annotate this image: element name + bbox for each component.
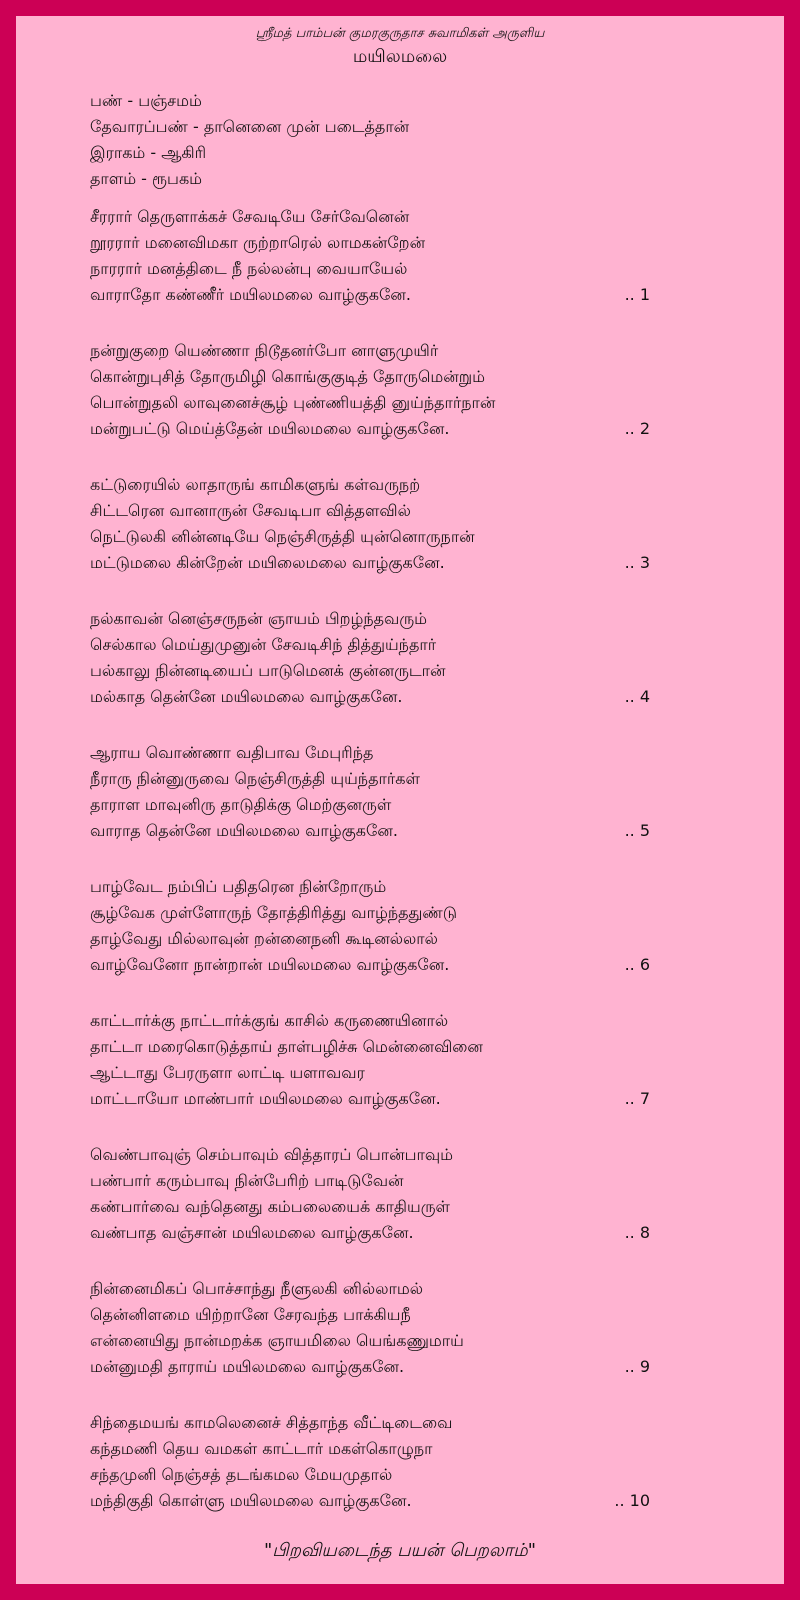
- stanza-line: நன்றுகுறை யெண்ணா நிடூதனர்போ னாளுமுயிர்: [90, 341, 439, 360]
- meta-pann: பண் - பஞ்சமம்: [90, 91, 202, 110]
- page-title: மயிலமலை: [352, 46, 448, 67]
- stanza-line: நெட்டுலகி னின்னடியே நெஞ்சிருத்தி யுன்னொருநான்: [90, 527, 475, 546]
- stanza-5: [90, 740, 650, 874]
- stanza-list: [90, 204, 650, 1544]
- stanza-2: [90, 338, 650, 472]
- stanza-6: [90, 874, 650, 1008]
- stanza-line: வண்பாத வஞ்சான் மயிலமலை வாழ்குகனே.: [90, 1223, 414, 1242]
- stanza-line: நீராரு நின்னுருவை நெஞ்சிருத்தி யுய்ந்தார்கள்: [90, 769, 420, 788]
- stanza-number: .. 1: [624, 285, 650, 304]
- stanza-line: மாட்டாயோ மாண்பார் மயிலமலை வாழ்குகனே.: [90, 1089, 441, 1108]
- stanza-4: [90, 606, 650, 740]
- stanza-line: மந்திகுதி கொள்ளு மயிலமலை வாழ்குகனே.: [90, 1491, 412, 1510]
- footer-quote: "பிறவியடைந்த பயன் பெறலாம்": [264, 1540, 536, 1561]
- meta-devarappann: தேவாரப்பண் - தானெனை முன் படைத்தான்: [90, 117, 410, 136]
- stanza-number: .. 10: [614, 1491, 650, 1510]
- stanza-line: சந்தமுனி நெஞ்சத் தடங்கமல மேயமுதால்: [90, 1465, 393, 1484]
- stanza-line: காட்டார்க்கு நாட்டார்க்குங் காசில் கருணையினால்: [90, 1011, 449, 1030]
- stanza-line: றூரரார் மனைவிமகா ருற்றாரெல் லாமகன்றேன்: [90, 233, 426, 252]
- stanza-line: தென்னிளமை யிற்றானே சேரவந்த பாக்கியநீ: [90, 1305, 411, 1324]
- stanza-line: பொன்றுதலி லாவுனைச்சூழ் புண்ணியத்தி னுய்ந்தார்நான்: [90, 393, 496, 412]
- stanza-line: சூழ்வேக முள்ளோருந் தோத்திரித்து வாழ்ந்ததுண்டு: [90, 903, 458, 922]
- stanza-line: மன்றுபட்டு மெய்த்தேன் மயிலமலை வாழ்குகனே.: [90, 419, 450, 438]
- document-page: [16, 16, 784, 1584]
- stanza-line: செல்கால மெய்துமுனுன் சேவடிசிந் தித்துய்ந்தார்: [90, 635, 437, 654]
- stanza-8: [90, 1142, 650, 1276]
- stanza-line: என்னையிது நான்மறக்க ஞாயமிலை யெங்கணுமாய்: [90, 1331, 464, 1350]
- stanza-number: .. 6: [624, 955, 650, 974]
- stanza-line: சிட்டரென வானாருன் சேவடிபா வித்தளவில்: [90, 501, 411, 520]
- author-subtitle: ஸ்ரீமத் பாம்பன் குமரகுருதாச சுவாமிகள் அருளிய: [255, 26, 545, 41]
- stanza-line: நின்னைமிகப் பொச்சாந்து நீளுலகி னில்லாமல்: [90, 1279, 424, 1298]
- stanza-line: பாழ்வேட நம்பிப் பதிதரென நின்றோரும்: [90, 877, 387, 896]
- stanza-number: .. 7: [624, 1089, 650, 1108]
- stanza-line: வாராதோ கண்ணீர் மயிலமலை வாழ்குகனே.: [90, 285, 411, 304]
- stanza-line: வாழ்வேனோ நான்றான் மயிலமலை வாழ்குகனே.: [90, 955, 450, 974]
- stanza-line: நல்காவன் னெஞ்சருநன் ஞாயம் பிறழ்ந்தவரும்: [90, 609, 428, 628]
- stanza-7: [90, 1008, 650, 1142]
- stanza-line: வாராத தென்னே மயிலமலை வாழ்குகனே.: [90, 821, 398, 840]
- stanza-line: கந்தமணி தெய வமகள் காட்டார் மகள்கொழுநா: [90, 1439, 433, 1458]
- stanza-3: [90, 472, 650, 606]
- stanza-10: [90, 1410, 650, 1544]
- stanza-number: .. 8: [624, 1223, 650, 1242]
- meta-talam: தாளம் - ரூபகம்: [90, 169, 203, 188]
- stanza-9: [90, 1276, 650, 1410]
- stanza-number: .. 4: [624, 687, 650, 706]
- stanza-line: பண்பார் கரும்பாவு நின்பேரிற் பாடிடுவேன்: [90, 1171, 404, 1190]
- stanza-number: .. 2: [624, 419, 650, 438]
- stanza-number: .. 9: [624, 1357, 650, 1376]
- stanza-1: [90, 204, 650, 338]
- raga-details: [90, 88, 409, 192]
- stanza-line: கண்பார்வை வந்தெனது கம்பலையைக் காதியருள்: [90, 1197, 450, 1216]
- stanza-line: மல்காத தென்னே மயிலமலை வாழ்குகனே.: [90, 687, 403, 706]
- stanza-line: மட்டுமலை கின்றேன் மயிலைமலை வாழ்குகனே.: [90, 553, 445, 572]
- stanza-line: கொன்றுபுசித் தோருமிழி கொங்குகுடித் தோருமென்றும்: [90, 367, 486, 386]
- stanza-line: சீரரார் தெருளாக்கச் சேவடியே சேர்வேனென்: [90, 207, 410, 226]
- stanza-line: நாரரார் மனத்திடை நீ நல்லன்பு வையாயேல்: [90, 259, 408, 278]
- stanza-line: சிந்தைமயங் காமலெனைச் சித்தாந்த வீட்டிடைவை: [90, 1413, 453, 1432]
- stanza-line: கட்டுரையில் லாதாருங் காமிகளுங் கள்வருநற்: [90, 475, 421, 494]
- stanza-line: தாட்டா மரைகொடுத்தாய் தாள்பழிச்சு மென்னைவினை: [90, 1037, 483, 1056]
- stanza-number: .. 5: [624, 821, 650, 840]
- stanza-number: .. 3: [624, 553, 650, 572]
- stanza-line: வெண்பாவுஞ் செம்பாவும் வித்தாரப் பொன்பாவும்: [90, 1145, 454, 1164]
- meta-ragam: இராகம் - ஆகிரி: [90, 143, 207, 162]
- stanza-line: ஆராய வொண்ணா வதிபாவ மேபுரிந்த: [90, 743, 374, 762]
- stanza-line: ஆட்டாது பேரருளா லாட்டி யளாவவர: [90, 1063, 365, 1082]
- stanza-line: மன்னுமதி தாராய் மயிலமலை வாழ்குகனே.: [90, 1357, 405, 1376]
- stanza-line: தாழ்வேது மில்லாவுன் றன்னைநனி கூடினல்லால்: [90, 929, 438, 948]
- stanza-line: பல்காலு நின்னடியைப் பாடுமெனக் குன்னருடான்: [90, 661, 446, 680]
- stanza-line: தாராள மாவுனிரு தாடுதிக்கு மெற்குனருள்: [90, 795, 392, 814]
